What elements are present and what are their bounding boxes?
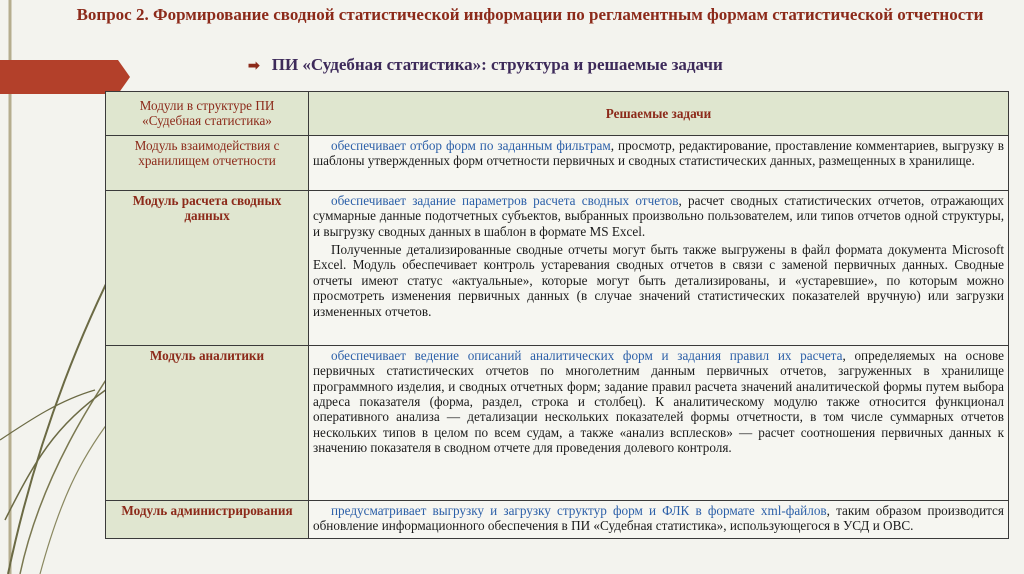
accent-ribbon: [0, 60, 130, 94]
task-text: , определяемых на основе первичных статистических отчетов по многолетним данным первичных отчетов, загруженных в хранилище программного изделия, и сводных отчетных форм; задание правил расчета значений аналитической формы путем выбора адреса показателя (форма, раздел, строка и столбец). К аналитическому модулю также относится функционал оперативного анализа — детализации нескольких показателей формы отчетности, в том числе суммарных отчетов нескольких типов в целом по всем судам, а также «анализ всплесков» — расчет соотношения первичных данных к значению показателя в сводном отчете для проведения долевого контроля.: [313, 347, 1004, 456]
task-extra: Полученные детализированные сводные отчеты могут быть также выгружены в файл формата документа Microsoft Excel. Модуль обеспечивает контроль устаревания сводных отчетов в связи с заменой первичных данных. Сводные отчеты имеют статус «актуальные», которые могут быть детализированы, и «устаревшие», по которым можно просмотреть изменения первичных данных (в случае значений статистических показателей вручную) или загрузки измененных отчетов.: [313, 242, 1004, 319]
table-row: [106, 500, 1009, 538]
task-highlight: предусматривает выгрузку и загрузку структур форм и ФЛК в формате xml-файлов: [331, 502, 827, 518]
table-header-row: [106, 92, 1009, 136]
module-name: Модуль аналитики: [106, 345, 309, 500]
table-row: [106, 190, 1009, 345]
task-highlight: обеспечивает отбор форм по заданным фильтрам: [331, 137, 611, 153]
module-tasks: [309, 135, 1009, 190]
task-highlight: обеспечивает задание параметров расчета сводных отчетов: [331, 192, 679, 208]
page-title: Вопрос 2. Формирование сводной статистической информации по регламентным формам статистической отчетности: [76, 5, 984, 24]
section-subtitle: [248, 54, 948, 78]
module-tasks: [309, 190, 1009, 345]
module-name: Модуль расчета сводных данных: [106, 190, 309, 345]
task-text: , расчет сводных статистических отчетов, отражающих суммарные данные подотчетных субъектов, выбранных произвольно пользователем, или типов отчетов одной структуры, и выгрузку сводных данных в шаблон в формате MS Excel.: [313, 192, 1004, 239]
subtitle-text: ПИ «Судебная статистика»: структура и решаемые задачи: [271, 55, 723, 74]
table-row: [106, 345, 1009, 500]
table-row: [106, 135, 1009, 190]
module-tasks: [309, 500, 1009, 538]
modules-table: [105, 91, 1009, 539]
task-highlight: обеспечивает ведение описаний аналитических форм и задания правил их расчета: [331, 347, 843, 363]
module-name: Модуль администрирования: [106, 500, 309, 538]
task-text: , таким образом производится обновление информационного обеспечения в ПИ «Судебная статистика», использующегося в УСД и ОВС.: [313, 502, 1004, 534]
arrow-right-icon: ➡: [248, 59, 260, 74]
module-name: Модуль взаимодействия с хранилищем отчетности: [106, 135, 309, 190]
header-modules: Модули в структуре ПИ «Судебная статистика»: [106, 92, 309, 136]
task-text: , просмотр, редактирование, проставление комментариев, выгрузку в шаблоны утвержденных форм отчетности первичных и сводных статистических данных, размещенных в хранилище.: [313, 137, 1004, 169]
module-tasks: [309, 345, 1009, 500]
header-tasks: Решаемые задачи: [309, 92, 1009, 136]
